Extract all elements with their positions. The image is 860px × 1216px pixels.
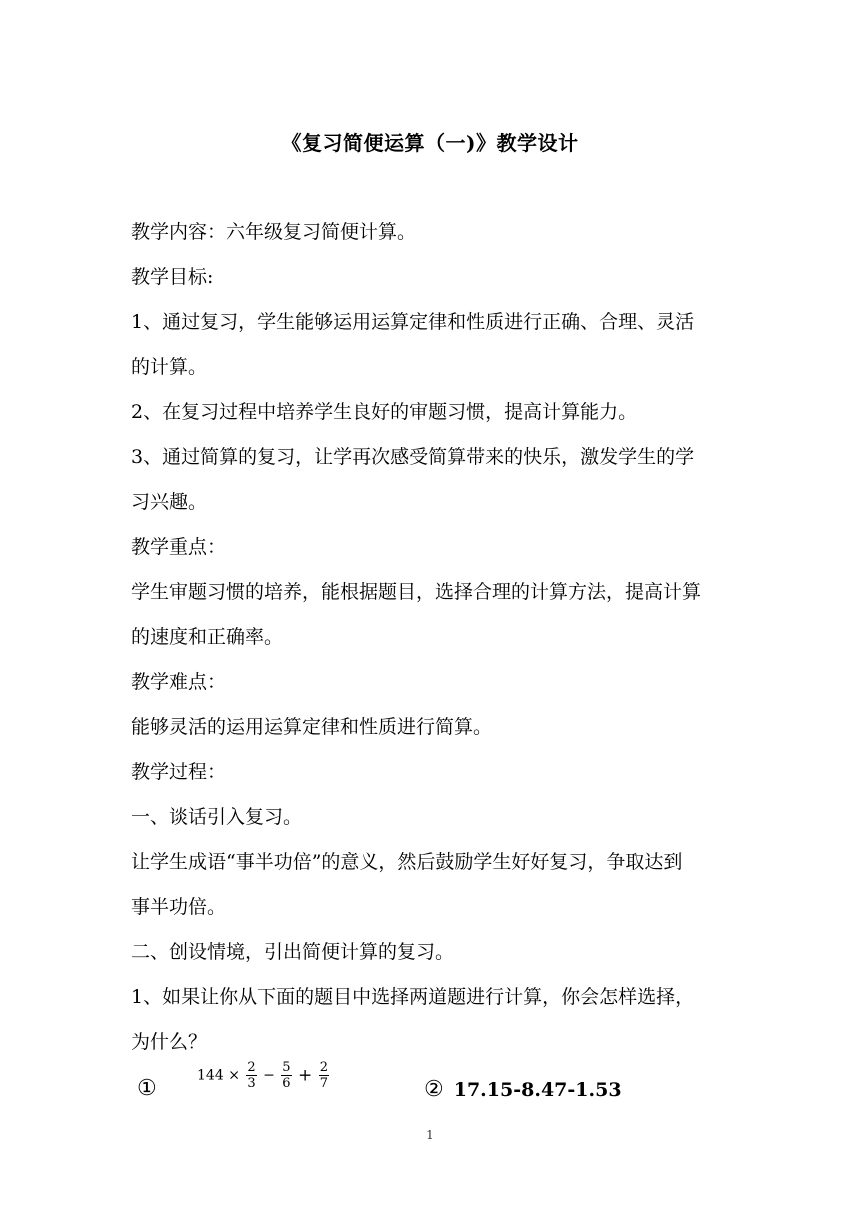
paragraph-line: 一、谈话引入复习。 <box>131 806 303 828</box>
fraction-2-numerator: 5 <box>282 1060 291 1075</box>
fraction-2-denominator: 6 <box>282 1076 291 1091</box>
fraction-3-numerator: 2 <box>319 1060 329 1075</box>
problem-1-marker: ① <box>137 1076 157 1101</box>
paragraph-line: 教学重点： <box>131 536 227 558</box>
times-operator: × <box>228 1067 240 1084</box>
fraction-3 <box>319 1060 329 1091</box>
paragraph-line: 3、通过简算的复习，让学再次感受简算带来的快乐，激发学生的学 <box>131 446 695 468</box>
page-number: 1 <box>426 1128 434 1142</box>
paragraph-line: 能够灵活的运用运算定律和性质进行简算。 <box>131 716 493 738</box>
fraction-2 <box>281 1060 291 1091</box>
problem-2-marker: ② <box>424 1077 444 1102</box>
paragraph-line: 的速度和正确率。 <box>131 626 284 648</box>
fraction-3-denominator: 7 <box>319 1076 329 1091</box>
paragraph-line: 事半功倍。 <box>131 896 227 918</box>
problem-2 <box>424 1076 622 1104</box>
paragraph-line: 学生审题习惯的培养，能根据题目，选择合理的计算方法，提高计算 <box>131 581 702 603</box>
paragraph-line: 为什么？ <box>131 1031 208 1053</box>
document-title: 《复习简便运算（一)》教学设计 <box>281 131 579 155</box>
paragraph-line: 1、通过复习，学生能够运用运算定律和性质进行正确、合理、灵活 <box>131 311 695 333</box>
fraction-1 <box>246 1060 256 1091</box>
problem-1-expression <box>197 1060 331 1091</box>
problem-1-lead-number: 144 <box>197 1067 224 1084</box>
fraction-1-numerator: 2 <box>247 1060 256 1075</box>
paragraph-line: 教学目标: <box>131 266 214 288</box>
problem-2-expression: 17.15-8.47-1.53 <box>453 1079 622 1101</box>
fraction-1-denominator: 3 <box>247 1076 256 1091</box>
paragraph-line: 教学内容：六年级复习简便计算。 <box>131 221 417 243</box>
paragraph-line: 让学生成语“事半功倍”的意义，然后鼓励学生好好复习，争取达到 <box>131 851 683 873</box>
plus-operator: + <box>298 1065 313 1086</box>
minus-operator: − <box>263 1067 275 1084</box>
paragraph-line: 1、如果让你从下面的题目中选择两道题进行计算，你会怎样选择， <box>131 986 695 1008</box>
paragraph-line: 习兴趣。 <box>131 491 208 513</box>
paragraph-line: 的计算。 <box>131 356 208 378</box>
problem-1 <box>131 1056 391 1106</box>
paragraph-line: 二、创设情境，引出简便计算的复习。 <box>131 941 455 963</box>
paragraph-line: 2、在复习过程中培养学生良好的审题习惯，提高计算能力。 <box>131 401 638 423</box>
paragraph-line: 教学过程： <box>131 761 227 783</box>
paragraph-line: 教学难点： <box>131 671 227 693</box>
